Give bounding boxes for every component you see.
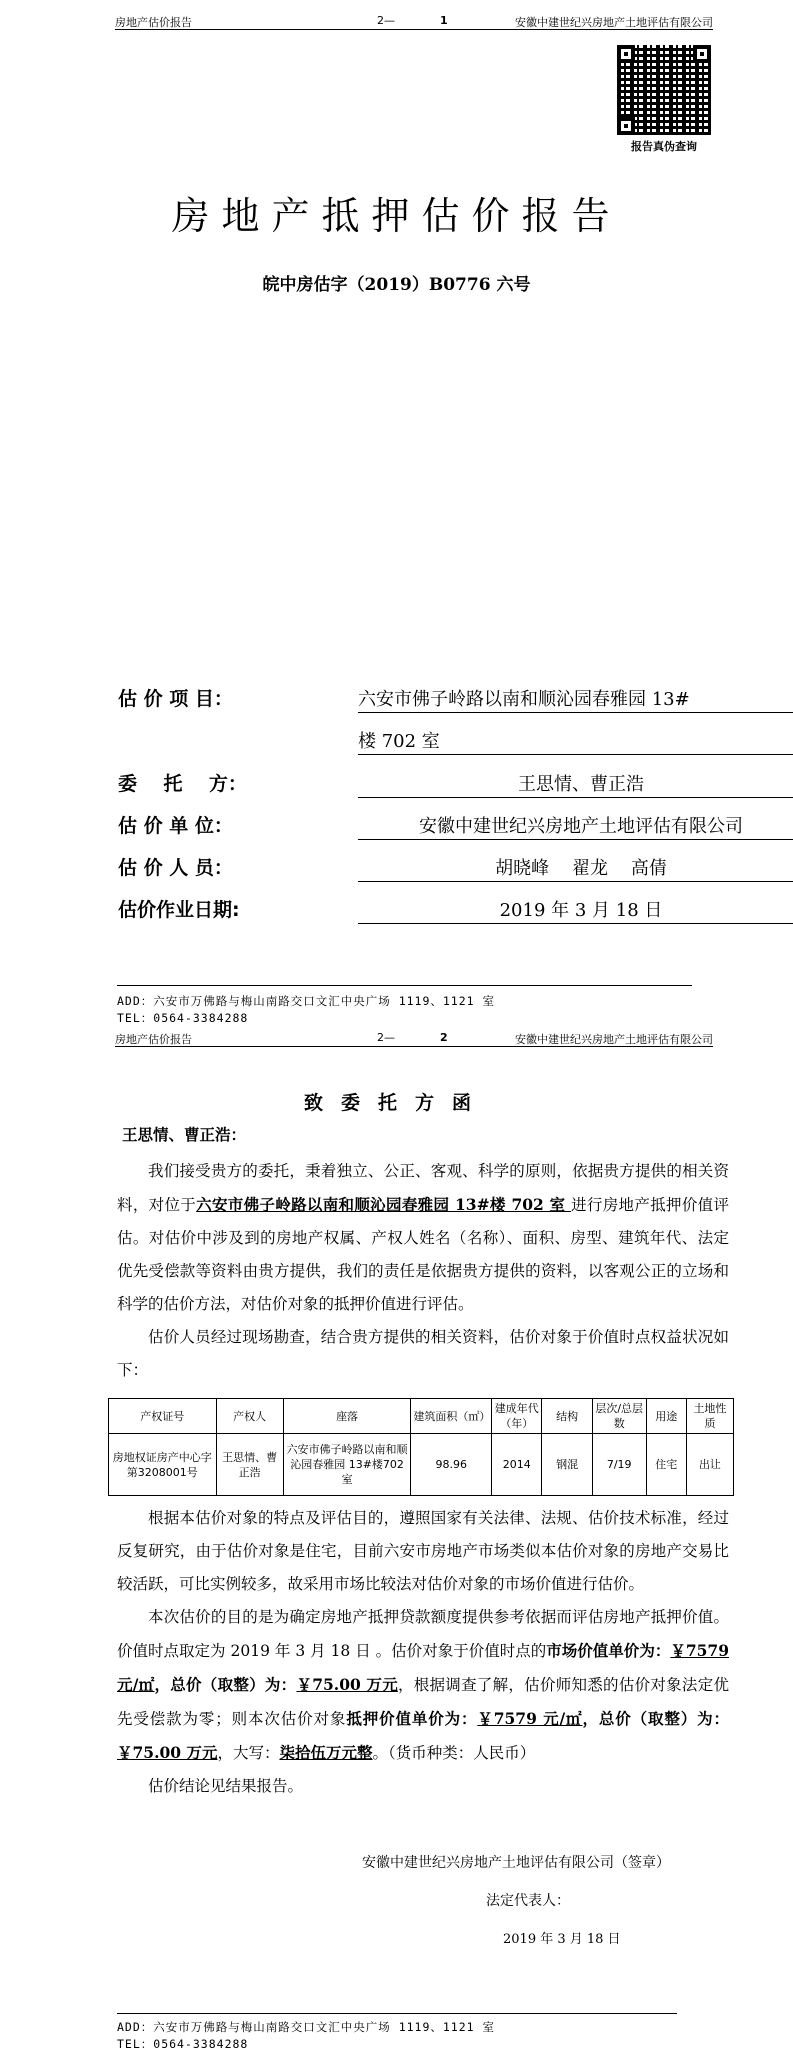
text: ，大写： [217,1744,280,1762]
header-company: 安徽中建世纪兴房地产土地评估有限公司 [515,16,713,29]
signature-rep: 法定代表人： [486,1893,570,1909]
th: 产权证号 [109,1399,217,1434]
field-label: 委 托 方： [118,773,247,795]
header-page-number: 1 [440,14,448,27]
letter-title: 致委托方函 [303,1092,489,1114]
field-value: 安徽中建世纪兴房地产土地评估有限公司 [358,812,793,840]
text: ，总价（取整）为： [582,1709,729,1728]
table-row [109,1434,734,1496]
td: 六安市佛子岭路以南和顺沁园春雅园 13#楼702 室 [283,1434,411,1496]
th: 用途 [646,1399,686,1434]
header-company: 安徽中建世纪兴房地产土地评估有限公司 [515,1033,713,1046]
qr-code[interactable] [617,45,711,135]
footer-divider [117,985,692,986]
text: 。（货币种类：人民币） [372,1744,536,1762]
page-footer [117,993,495,1027]
header-page-number: 2 [440,1031,448,1044]
field-label: 估价作业日期: [118,899,240,921]
th: 建成年代（年） [492,1399,542,1434]
footer-address: ADD：六安市万佛路与梅山南路交口文汇中央广场 1119、1121 室 [117,994,496,1008]
mortgage-total-price: ￥75.00 万元 [117,1743,218,1762]
th: 建筑面积（㎡） [411,1399,492,1434]
header-total: 2— [377,14,395,27]
paragraph-conclusion [117,1601,729,1770]
field-appraisers [118,852,688,882]
header-total: 2— [377,1031,395,1044]
mortgage-unit-price: ￥7579 元/㎡ [477,1709,583,1728]
field-value: 王思情、曹正浩 [358,770,793,798]
td: 出让 [686,1434,733,1496]
text: 。估价对象于价值时点的 [370,1642,547,1660]
page-footer [117,2019,495,2053]
th: 层次/总层数 [592,1399,646,1434]
salutation: 王思情、曹正浩： [122,1125,247,1144]
td: 2014 [492,1434,542,1496]
paragraph-survey: 估价人员经过现场勘查，结合贵方提供的相关资料，估价对象于价值时点权益状况如下： [117,1328,729,1379]
field-date [118,894,688,924]
text: ，根据调查了解，估价师知悉的估价对象法定优先受偿款为零；则本次估价对象 [117,1676,729,1728]
footer-tel: TEL：0564-3384288 [117,1011,249,1025]
market-total-price: ￥75.00 万元 [296,1675,398,1694]
text: 市场价值单价为： [546,1641,671,1660]
th: 土地性质 [686,1399,733,1434]
field-value: 六安市佛子岭路以南和顺沁园春雅园 13# [358,685,793,713]
letter-body-2 [117,1502,729,1803]
property-address: 六安市佛子岭路以南和顺沁园春雅园 13#楼 702 室 [196,1195,572,1214]
page-header [115,1031,713,1047]
report-title: 房地产抵押估价报告 [171,194,622,238]
td: 住宅 [646,1434,686,1496]
td: 钢混 [542,1434,592,1496]
th: 座落 [283,1399,411,1434]
td: 98.96 [411,1434,492,1496]
report-number: 皖中房估字（2019）B0776 六号 [262,275,531,295]
td: 王思情、曹正浩 [216,1434,283,1496]
property-table [108,1398,734,1496]
text: 抵押价值单价为： [346,1709,478,1728]
field-value: 2019 年 3 月 18 日 [358,896,793,924]
footer-divider [117,2013,677,2014]
value-date: 2019 年 3 月 18 日 [230,1642,371,1660]
field-project-cont [118,725,688,755]
text: ，总价（取整）为： [154,1675,297,1694]
signature-date: 2019 年 3 月 18 日 [503,1932,621,1947]
field-label: 估 价 项 目： [118,688,233,710]
paragraph-see-report: 估价结论见结果报告。 [148,1777,304,1795]
amount-in-words: 柒拾伍万元整 [279,1743,373,1762]
td: 7/19 [592,1434,646,1496]
footer-tel: TEL：0564-3384288 [117,2037,249,2051]
market-unit-price: ￥7579 元/㎡ [117,1641,729,1694]
footer-address: ADD：六安市万佛路与梅山南路交口文汇中央广场 1119、1121 室 [117,2020,496,2034]
paragraph-method: 根据本估价对象的特点及评估目的，遵照国家有关法律、法规、估价技术标准，经过反复研究，由于估价对象是住宅，目前六安市房地产市场类似本估价对象的房地产交易比较活跃，可比实例较多，故采用市场比较法对估价对象的市场价值进行估价。 [117,1509,729,1593]
header-title: 房地产估价报告 [115,16,192,29]
th: 产权人 [216,1399,283,1434]
paragraph-intro [117,1155,729,1321]
field-value: 胡晓峰 翟龙 高倩 [358,854,793,882]
letter-body-1 [117,1155,729,1387]
page-header [115,14,713,30]
th: 结构 [542,1399,592,1434]
field-label: 估 价 单 位： [118,815,233,837]
table-header-row [109,1399,734,1434]
qr-label: 报告真伪查询 [631,140,697,153]
text: 我们接受贵方的委托，秉着独立、公正、客观、科学的原则，依据贵方提供的相关资料，对位于 [117,1162,729,1214]
field-label: 估 价 人 员： [118,857,233,879]
field-appraiser-company [118,810,743,840]
signature-company: 安徽中建世纪兴房地产土地评估有限公司（签章） [362,1855,670,1871]
field-project [118,683,688,713]
field-client [118,768,688,798]
text: 本次估价的目的是为确定房地产抵押贷款额度提供参考依据而评估房地产抵押价值。价值时点取定为 [117,1608,729,1660]
field-value: 楼 702 室 [358,727,793,755]
text: 进行房地产抵押价值评估。对估价中涉及到的房地产权属、产权人姓名（名称）、面积、房型、建筑年代、法定优先受偿款等资料由贵方提供，我们的责任是依据贵方提供的资料，以客观公正的立场和科学的估价方法，对估价对象的抵押价值进行评估。 [117,1196,729,1313]
td: 房地权证房产中心字第3208001号 [109,1434,217,1496]
header-title: 房地产估价报告 [115,1033,192,1046]
